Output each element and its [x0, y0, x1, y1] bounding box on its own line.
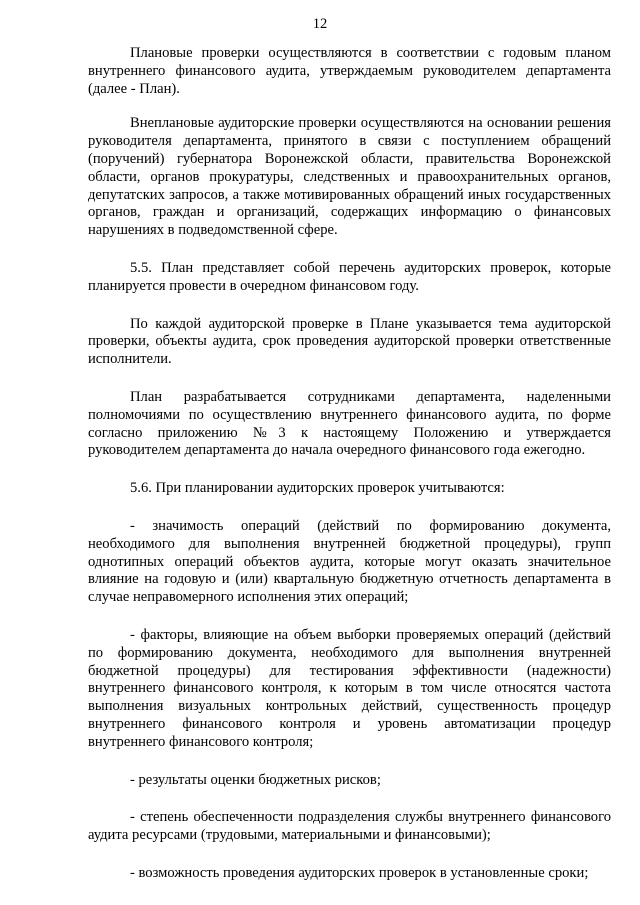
paragraph-5-6-heading: 5.6. При планировании аудиторских проверок учитываются:: [130, 480, 505, 497]
paragraph-5-5-plan: 5.5. План представляет собой перечень аудиторских проверок, которые планируется провести в очередном финансовом году.: [88, 259, 611, 294]
document-body: [88, 45, 611, 883]
list-item-deadlines: - возможность проведения аудиторских проверок в установленные сроки;: [130, 864, 589, 881]
list-item-risk-results: - результаты оценки бюджетных рисков;: [130, 771, 381, 788]
paragraph-scheduled-audits: Плановые проверки осуществляются в соответствии с годовым планом внутреннего финансового аудита, утверждаемым руководителем департамента (далее - План).: [88, 45, 611, 97]
list-item-sample-factors: - факторы, влияющие на объем выборки проверяемых операций (действий по формированию документа, необходимого для выполнения внутренней бюджетной процедуры) для тестирования эффективности (надежности) внутреннего финансового контроля, к которым в том числе относятся частота выполнения визуальных контрольных действий, существенность процедур внутреннего финансового контроля и уровень автоматизации процедур внутреннего финансового контроля;: [88, 626, 611, 750]
page-number: 12: [312, 16, 328, 32]
paragraph-plan-contents: По каждой аудиторской проверке в Плане указывается тема аудиторской проверки, объекты аудита, срок проведения аудиторской проверки ответственные исполнители.: [88, 315, 611, 368]
paragraph-unscheduled-audits: Внеплановые аудиторские проверки осуществляются на основании решения руководителя департамента, принятого в связи с поступлением обращений (поручений) губернатора Воронежской области, правительства Воронежской области, органов прокуратуры, следственных и правоохранительных органов, депутатских запросов, а также мотивированных обращений иных государственных органов, граждан и организаций, содержащих информацию о финансовых нарушениях в подведомственной сфере.: [88, 115, 611, 239]
paragraph-plan-development: План разрабатывается сотрудниками департамента, наделенными полномочиями по осуществлению внутреннего финансового аудита, по форме согласно приложению №3 к настоящему Положению и утверждается руководителем департамента до начала очередного финансового года ежегодно.: [88, 388, 611, 459]
list-item-resources: - степень обеспеченности подразделения службы внутреннего финансового аудита ресурсами (трудовыми, материальными и финансовыми);: [88, 809, 611, 844]
list-item-significance: - значимость операций (действий по формированию документа, необходимого для выполнения внутренней бюджетной процедуры), групп однотипных операций объектов аудита, которые могут оказать значительное влияние на годовую и (или) квартальную бюджетную отчетность департамента в случае неправомерного исполнения этих операций;: [88, 517, 611, 606]
